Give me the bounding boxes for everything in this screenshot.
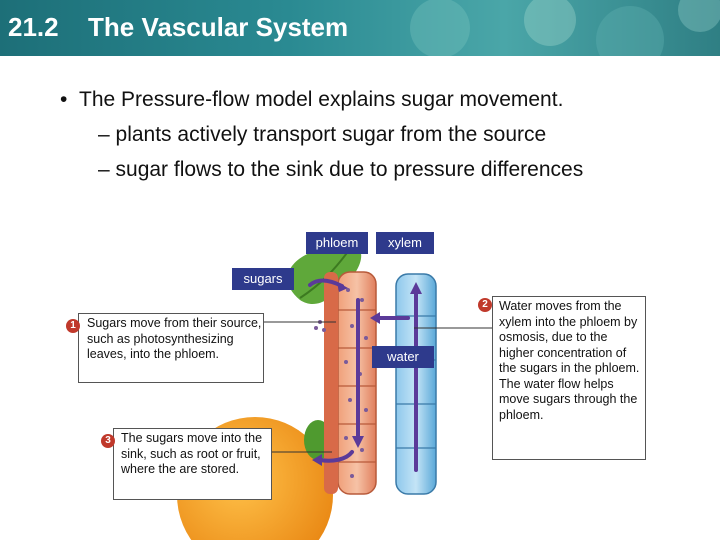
step-2-badge: 2 (478, 298, 492, 312)
section-number: 21.2 (8, 12, 59, 42)
page-title: The Vascular System (88, 12, 349, 42)
step-3-text: The sugars move into the sink, such as root or fruit, where the are stored. (121, 431, 263, 476)
step-3-badge: 3 (101, 434, 115, 448)
dash-glyph: – (98, 158, 116, 181)
bullet-glyph: • (60, 88, 80, 111)
tag-phloem: phloem (306, 232, 368, 254)
step-2-text: Water moves from the xylem into the phloem by osmosis, due to the higher concentration of the sugars in the phloem. The water flow helps move sugars through the phloem. (499, 299, 640, 422)
step-3-box (113, 428, 272, 500)
bullet-sub-1-text: plants actively transport sugar from the source (115, 123, 547, 146)
step-2-box (492, 296, 646, 460)
step-1-box (78, 313, 264, 383)
tag-water: water (372, 346, 434, 368)
tag-sugars: sugars (232, 268, 294, 290)
dash-glyph: – (98, 123, 116, 146)
bullet-sub-2-text: sugar flows to the sink due to pressure differences (115, 158, 584, 181)
bullet-main-text: The Pressure-flow model explains sugar movement. (79, 88, 564, 111)
step-1-badge: 1 (66, 319, 80, 333)
tag-xylem: xylem (376, 232, 434, 254)
step-1-text: Sugars move from their source, such as photosynthesizing leaves, into the phloem. (87, 316, 262, 361)
